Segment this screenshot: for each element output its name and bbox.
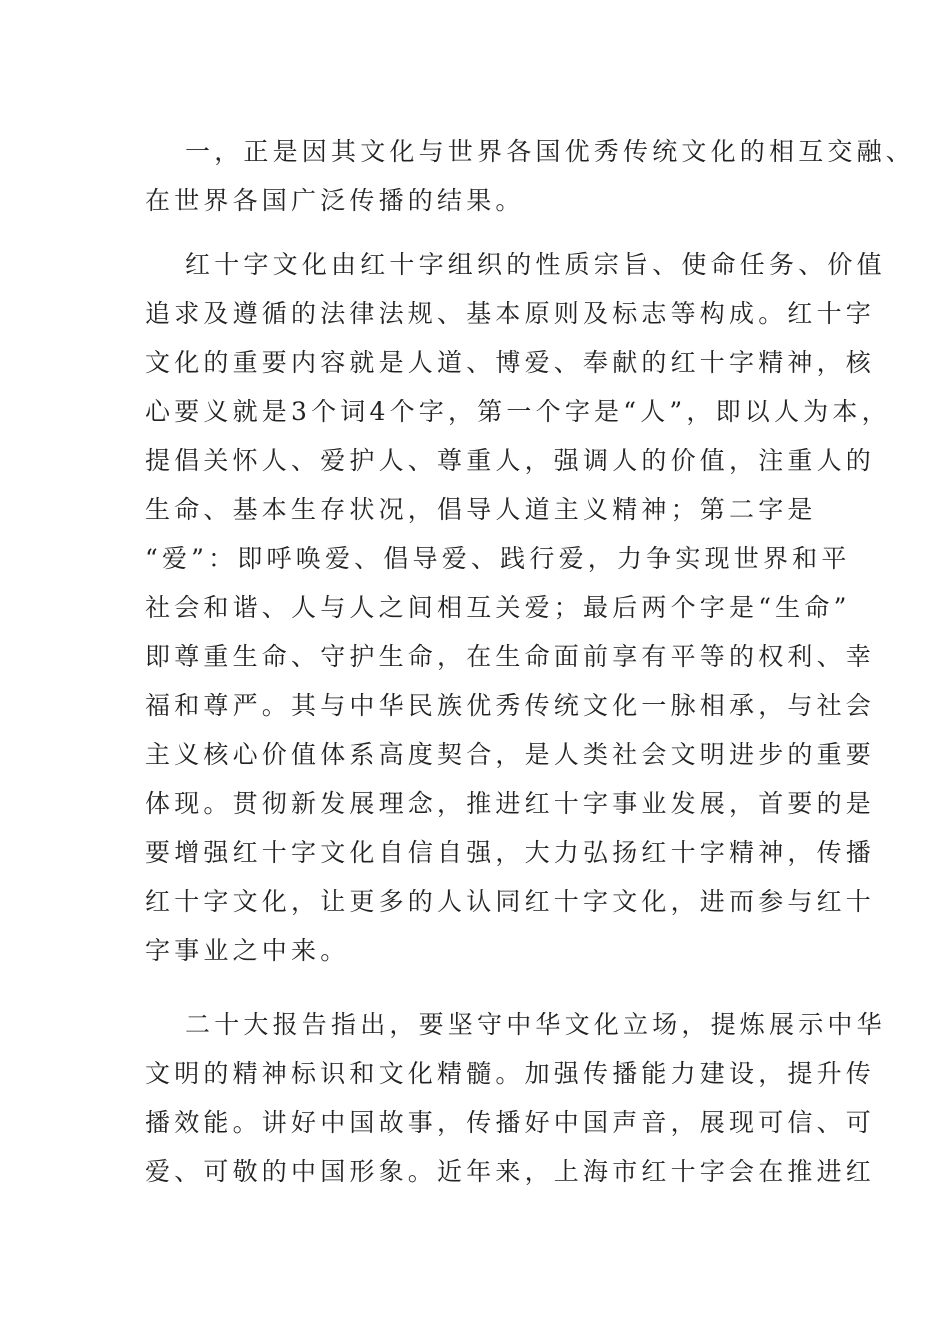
paragraph-2: [145, 240, 891, 975]
text-line: 红十字文化，让更多的人认同红十字文化，进而参与红十: [145, 887, 876, 916]
text-line: 追求及遵循的法律法规、基本原则及标志等构成。红十字: [145, 299, 876, 328]
text-line: 播效能。讲好中国故事，传播好中国声音，展现可信、可: [145, 1108, 876, 1137]
text-line: 文明的精神标识和文化精髓。加强传播能力建设，提升传: [145, 1059, 876, 1088]
text-line: 在世界各国广泛传播的结果。: [145, 186, 525, 215]
text-line: 要增强红十字文化自信自强，大力弘扬红十字精神，传播: [145, 838, 876, 867]
paragraph-3: [145, 1000, 886, 1196]
text-line: “爱”：即呼唤爱、倡导爱、践行爱，力争实现世界和平: [145, 544, 851, 573]
text-line: 心要义就是3个词4个字，第一个字是“人”，即以人为本，: [145, 397, 891, 426]
text-line: 体现。贯彻新发展理念，推进红十字事业发展，首要的是: [145, 789, 876, 818]
text-line: 文化的重要内容就是人道、博爱、奉献的红十字精神，核: [145, 348, 876, 377]
text-line: 二十大报告指出，要坚守中华文化立场，提炼展示中华: [185, 1010, 886, 1039]
paragraph-1: [145, 127, 916, 225]
text-line: 一，正是因其文化与世界各国优秀传统文化的相互交融、: [185, 137, 916, 166]
text-line: 福和尊严。其与中华民族优秀传统文化一脉相承，与社会: [145, 691, 876, 720]
text-line: 爱、可敬的中国形象。近年来，上海市红十字会在推进红: [145, 1157, 876, 1186]
text-line: 提倡关怀人、爱护人、尊重人，强调人的价值，注重人的: [145, 446, 876, 475]
text-line: 主义核心价值体系高度契合，是人类社会文明进步的重要: [145, 740, 876, 769]
text-line: 即尊重生命、守护生命，在生命面前享有平等的权利、幸: [145, 642, 876, 671]
text-line: 生命、基本生存状况，倡导人道主义精神；第二字是: [145, 495, 817, 524]
text-line: 字事业之中来。: [145, 936, 350, 965]
text-line: 红十字文化由红十字组织的性质宗旨、使命任务、价值: [185, 250, 886, 279]
text-line: 社会和谐、人与人之间相互关爱；最后两个字是“生命”: [145, 593, 851, 622]
